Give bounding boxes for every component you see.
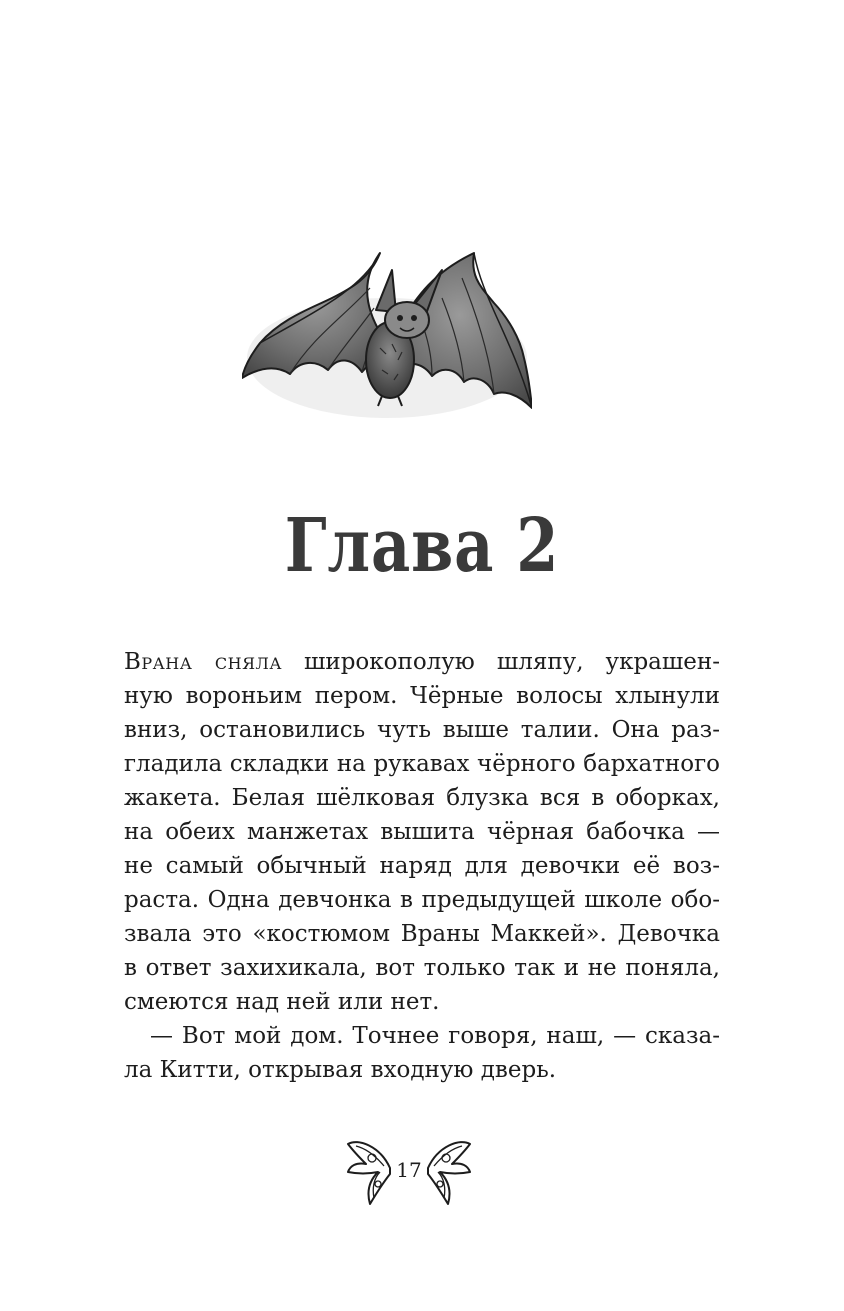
bat-icon — [242, 248, 532, 430]
text-line: жакета. Белая шёлковая блузка вся в оборках, — [124, 785, 720, 811]
text-line: ла Китти, открывая входную дверь. — [124, 1057, 557, 1083]
text-line: раста. Одна девчонка в предыдущей школе обо- — [124, 887, 720, 913]
page-footer — [0, 1130, 844, 1210]
butterfly-wing-icon — [424, 1138, 474, 1206]
text-line: на обеих манжетах вышита чёрная бабочка — — [124, 819, 720, 845]
lead-in-smallcaps: Врана сняла — [124, 649, 282, 675]
text-line: смеются над ней или нет. — [124, 989, 440, 1015]
text-line: вниз, остановились чуть выше талии. Она раз- — [124, 717, 720, 743]
text-line: — Вот мой дом. Точнее говоря, наш, — сказа- — [150, 1023, 720, 1049]
text-line: не самый обычный наряд для девочки её воз- — [124, 853, 720, 879]
chapter-title: Глава 2 — [284, 503, 560, 589]
page-number: 17 — [396, 1158, 422, 1182]
text-line: гладила складки на рукавах чёрного бархатного — [124, 751, 720, 777]
text-line: в ответ захихикала, вот только так и не поняла, — [124, 955, 720, 981]
text-line: ную вороньим пером. Чёрные волосы хлынули — [124, 683, 720, 709]
text-line: Врана сняла широкополую шляпу, украшен- — [124, 649, 720, 675]
text-line: звала это «костюмом Враны Маккей». Девочка — [124, 921, 720, 947]
chapter-body — [124, 645, 720, 1087]
